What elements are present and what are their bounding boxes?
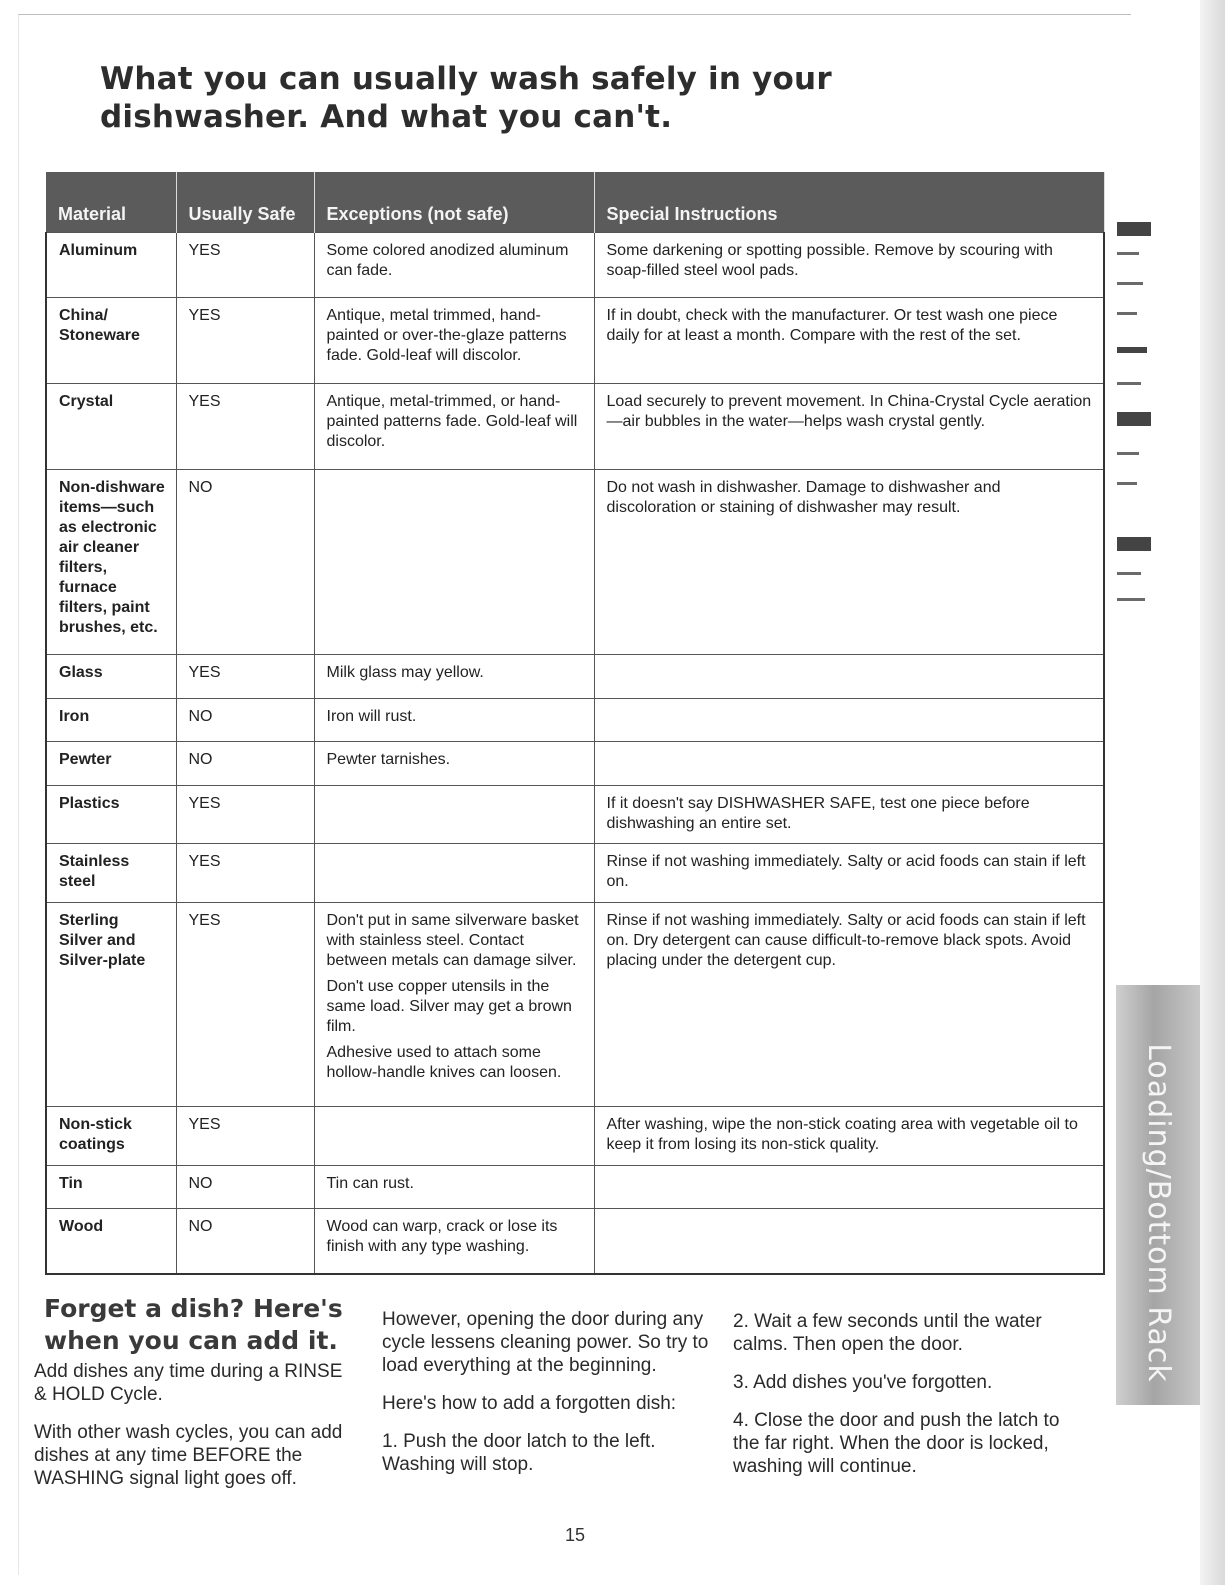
usually-safe-cell: YES — [176, 233, 314, 298]
add-dish-paragraph: However, opening the door during any cycle lessens cleaning power. So try to load everything at the beginning. — [382, 1309, 709, 1376]
add-dish-column-2 — [382, 1308, 712, 1491]
material-cell: Plastics — [46, 785, 176, 843]
special-instructions-cell: Rinse if not washing immediately. Salty or acid foods can stain if left on. — [594, 844, 1104, 902]
material-cell: Non-dishware items—such as electronic air cleaner filters, furnace filters, paint brushes, etc. — [46, 469, 176, 655]
exception-text: Pewter tarnishes. — [326, 751, 451, 769]
material-cell: Glass — [46, 655, 176, 699]
material-safety-table — [45, 172, 1105, 1275]
special-instructions-cell — [594, 1165, 1104, 1209]
exception-text: Don't use copper utensils in the same load. Silver may get a brown film. — [326, 977, 572, 1035]
table-row — [46, 655, 1104, 699]
add-dish-title-line-2: when you can add it. — [44, 1326, 338, 1355]
exceptions-cell — [314, 742, 594, 786]
table-row — [46, 785, 1104, 843]
usually-safe-cell: NO — [176, 742, 314, 786]
usually-safe-cell: NO — [176, 698, 314, 742]
add-dish-title-line-1: Forget a dish? Here's — [44, 1294, 343, 1323]
material-cell: Wood — [46, 1209, 176, 1274]
exception-text: Adhesive used to attach some hollow-handle knives can loosen. — [326, 1043, 562, 1081]
special-instructions-cell: After washing, wipe the non-stick coating area with vegetable oil to keep it from losing its non-stick quality. — [594, 1107, 1104, 1165]
add-dish-column-3 — [733, 1310, 1063, 1493]
page-title — [100, 60, 860, 136]
table-row — [46, 1165, 1104, 1209]
material-cell: Aluminum — [46, 233, 176, 298]
header-usually-safe: Usually Safe — [176, 172, 314, 233]
usually-safe-cell: YES — [176, 383, 314, 469]
table-body — [46, 233, 1104, 1275]
page-title-line-1: What you can usually wash safely in your — [100, 61, 832, 97]
exceptions-cell — [314, 785, 594, 843]
exceptions-cell — [314, 698, 594, 742]
material-cell: Non-stick coatings — [46, 1107, 176, 1165]
add-dish-step: 1. Push the door latch to the left. Washing will stop. — [382, 1431, 656, 1475]
table-row — [46, 469, 1104, 655]
table-row — [46, 902, 1104, 1107]
material-cell: Stainless steel — [46, 844, 176, 902]
header-special-instructions: Special Instructions — [594, 172, 1104, 233]
exception-text: Some colored anodized aluminum can fade. — [326, 242, 569, 279]
exception-text: Tin can rust. — [326, 1174, 414, 1192]
special-instructions-cell: Rinse if not washing immediately. Salty or acid foods can stain if left on. Dry detergent can cause difficult-to-remove black spots. Avoid placing under the detergent cup. — [594, 902, 1104, 1107]
index-tab-marks — [1115, 222, 1205, 612]
add-dish-step: 3. Add dishes you've forgotten. — [733, 1372, 993, 1393]
table-header-row — [46, 172, 1104, 233]
side-tab-label: Loading/Bottom Rack — [1141, 1043, 1176, 1383]
header-exceptions: Exceptions (not safe) — [314, 172, 594, 233]
table-row — [46, 1107, 1104, 1165]
special-instructions-cell: Do not wash in dishwasher. Damage to dishwasher and discoloration or staining of dishwasher may result. — [594, 469, 1104, 655]
table-row — [46, 1209, 1104, 1274]
material-cell: China/ Stoneware — [46, 297, 176, 383]
material-cell: Sterling Silver and Silver-plate — [46, 902, 176, 1107]
special-instructions-cell: Some darkening or spotting possible. Remove by scouring with soap-filled steel wool pads. — [594, 233, 1104, 298]
exceptions-cell — [314, 1209, 594, 1274]
add-dish-step: 4. Close the door and push the latch to the far right. When the door is locked, washing will continue. — [733, 1410, 1060, 1477]
table-row — [46, 297, 1104, 383]
special-instructions-cell — [594, 742, 1104, 786]
add-dish-paragraph: With other wash cycles, you can add dishes at any time BEFORE the WASHING signal light goes off. — [34, 1422, 343, 1489]
exceptions-cell — [314, 902, 594, 1107]
table-row — [46, 233, 1104, 298]
usually-safe-cell: NO — [176, 1209, 314, 1274]
add-dish-title — [44, 1293, 374, 1357]
special-instructions-cell: Load securely to prevent movement. In China-Crystal Cycle aeration—air bubbles in the water—helps wash crystal gently. — [594, 383, 1104, 469]
exception-text: Don't put in same silverware basket with stainless steel. Contact between metals can damage silver. — [326, 911, 579, 969]
exceptions-cell — [314, 1107, 594, 1165]
exception-text: Antique, metal-trimmed, or hand-painted patterns fade. Gold-leaf will discolor. — [326, 392, 578, 450]
header-material: Material — [46, 172, 176, 233]
table-row — [46, 844, 1104, 902]
add-dish-step: 2. Wait a few seconds until the water calms. Then open the door. — [733, 1311, 1042, 1355]
table-row — [46, 742, 1104, 786]
usually-safe-cell: NO — [176, 469, 314, 655]
add-dish-column-1 — [34, 1360, 344, 1505]
exception-text: Wood can warp, crack or lose its finish with any type washing. — [326, 1218, 558, 1256]
exceptions-cell — [314, 469, 594, 655]
material-cell: Crystal — [46, 383, 176, 469]
special-instructions-cell: If in doubt, check with the manufacturer. Or test wash one piece daily for at least a month. Compare with the rest of the set. — [594, 297, 1104, 383]
usually-safe-cell: YES — [176, 1107, 314, 1165]
exceptions-cell — [314, 1165, 594, 1209]
usually-safe-cell: YES — [176, 844, 314, 902]
exception-text: Antique, metal trimmed, hand-painted or over-the-glaze patterns fade. Gold-leaf will discolor. — [326, 306, 567, 364]
special-instructions-cell — [594, 698, 1104, 742]
exceptions-cell — [314, 383, 594, 469]
table-row — [46, 383, 1104, 469]
special-instructions-cell — [594, 1209, 1104, 1274]
usually-safe-cell: NO — [176, 1165, 314, 1209]
page-number: 15 — [564, 1525, 586, 1545]
exception-text: Milk glass may yellow. — [326, 664, 484, 682]
exceptions-cell — [314, 655, 594, 699]
usually-safe-cell: YES — [176, 902, 314, 1107]
usually-safe-cell: YES — [176, 655, 314, 699]
exceptions-cell — [314, 233, 594, 298]
page-title-line-2: dishwasher. And what you can't. — [100, 99, 673, 135]
usually-safe-cell: YES — [176, 785, 314, 843]
material-cell: Tin — [46, 1165, 176, 1209]
table-row — [46, 698, 1104, 742]
add-dish-paragraph: Add dishes any time during a RINSE & HOLD Cycle. — [34, 1361, 343, 1405]
material-cell: Pewter — [46, 742, 176, 786]
material-cell: Iron — [46, 698, 176, 742]
add-dish-paragraph: Here's how to add a forgotten dish: — [382, 1393, 677, 1414]
exceptions-cell — [314, 844, 594, 902]
exceptions-cell — [314, 297, 594, 383]
usually-safe-cell: YES — [176, 297, 314, 383]
special-instructions-cell — [594, 655, 1104, 699]
special-instructions-cell: If it doesn't say DISHWASHER SAFE, test one piece before dishwashing an entire set. — [594, 785, 1104, 843]
exception-text: Iron will rust. — [326, 707, 417, 725]
